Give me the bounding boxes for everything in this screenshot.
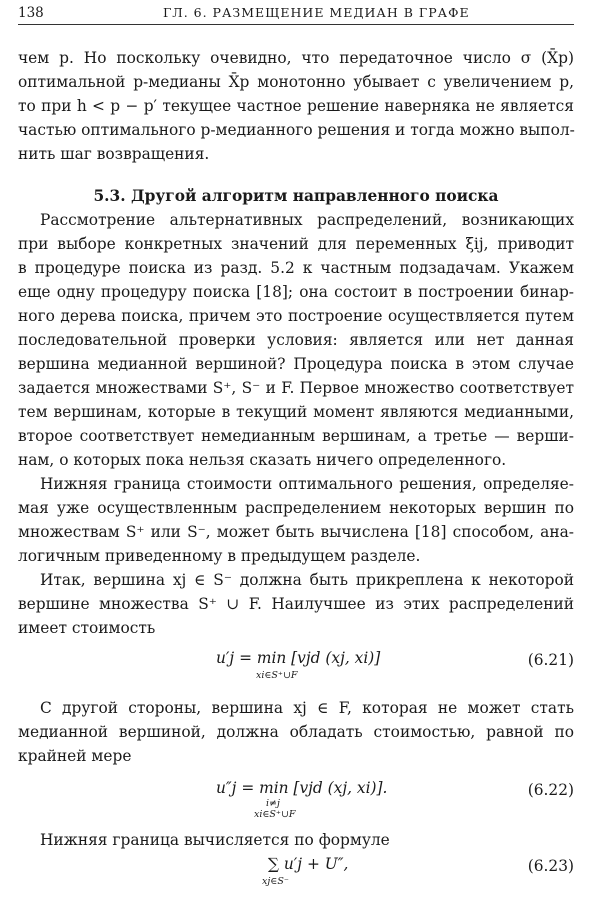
text-line: ного дерева поиска, причем это построение осуществляется путем <box>18 307 574 325</box>
equation-number: (6.22) <box>527 781 574 799</box>
equation-6-21 <box>18 640 574 690</box>
text-line: нам, о которых пока нельзя сказать ничего определенного. <box>18 451 507 469</box>
text-line: частью оптимального p-медианного решения и тогда можно выпол- <box>18 121 575 139</box>
text-line: чем p. Но поскольку очевидно, что передаточное число σ (X̄p) <box>18 49 574 67</box>
text-line: то при h < p − p′ текущее частное решение наверняка не является <box>18 97 574 115</box>
text-line: Нижняя граница вычисляется по формуле <box>40 831 390 849</box>
equation-6-22 <box>18 770 574 826</box>
equation-6-23 <box>18 852 574 900</box>
equation-expression: ∑ u′j + U″, <box>268 855 349 873</box>
equation-subscript-condition: i≠j <box>266 798 280 809</box>
text-line: еще одну процедуру поиска [18]; она состоит в построении бинар- <box>18 283 574 301</box>
running-header <box>18 2 574 25</box>
text-line: тем вершинам, которые в текущий момент являются медианными, <box>18 403 574 421</box>
text-line: в процедуре поиска из разд. 5.2 к частным подзадачам. Укажем <box>18 259 574 277</box>
text-line: задается множествами S⁺, S⁻ и F. Первое множество соответствует <box>18 379 574 397</box>
equation-subscript: xi∈S⁺∪F <box>254 809 296 820</box>
equation-expression: u′j = min [vjd (xj, xi)] <box>216 649 381 667</box>
text-line: крайней мере <box>18 747 132 765</box>
text-line: Итак, вершина xj ∈ S⁻ должна быть прикреплена к некоторой <box>40 571 574 589</box>
text-line: С другой стороны, вершина xj ∈ F, которая не может стать <box>40 699 574 717</box>
text-line: медианной вершиной, должна обладать стоимостью, равной по <box>18 723 574 741</box>
text-line: последовательной проверки условия: является или нет данная <box>18 331 574 349</box>
section-heading: 5.3. Другой алгоритм направленного поиска <box>93 187 499 205</box>
equation-number: (6.21) <box>527 651 574 669</box>
text-line: множествам S⁺ или S⁻, может быть вычислена [18] способом, ана- <box>18 523 574 541</box>
text-line: вершине множества S⁺ ∪ F. Наилучшее из этих распределений <box>18 595 574 613</box>
equation-subscript: xj∈S⁻ <box>262 876 289 887</box>
text-line: оптимальной p-медианы X̄p монотонно убывает с увеличением p, <box>18 73 574 91</box>
book-page <box>18 0 574 900</box>
text-line: нить шаг возвращения. <box>18 145 210 163</box>
page-number: 138 <box>18 5 44 21</box>
equation-number: (6.23) <box>527 857 574 875</box>
text-line: при выборе конкретных значений для переменных ξij, приводит <box>18 235 574 253</box>
text-line: имеет стоимость <box>18 619 156 637</box>
text-line: логичным приведенному в предыдущем разделе. <box>18 547 421 565</box>
text-line: мая уже осуществленным распределением некоторых вершин по <box>18 499 574 517</box>
text-line: вершина медианной вершиной? Процедура поиска в этом случае <box>18 355 574 373</box>
equation-subscript: xi∈S⁺∪F <box>256 670 298 681</box>
equation-expression: u″j = min [vjd (xj, xi)]. <box>216 779 388 797</box>
text-line: Нижняя граница стоимости оптимального решения, определяе- <box>40 475 574 493</box>
running-title: ГЛ. 6. РАЗМЕЩЕНИЕ МЕДИАН В ГРАФЕ <box>163 5 470 20</box>
text-line: Рассмотрение альтернативных распределений, возникающих <box>40 211 574 229</box>
text-line: второе соответствует немедианным вершинам, а третье — верши- <box>18 427 574 445</box>
